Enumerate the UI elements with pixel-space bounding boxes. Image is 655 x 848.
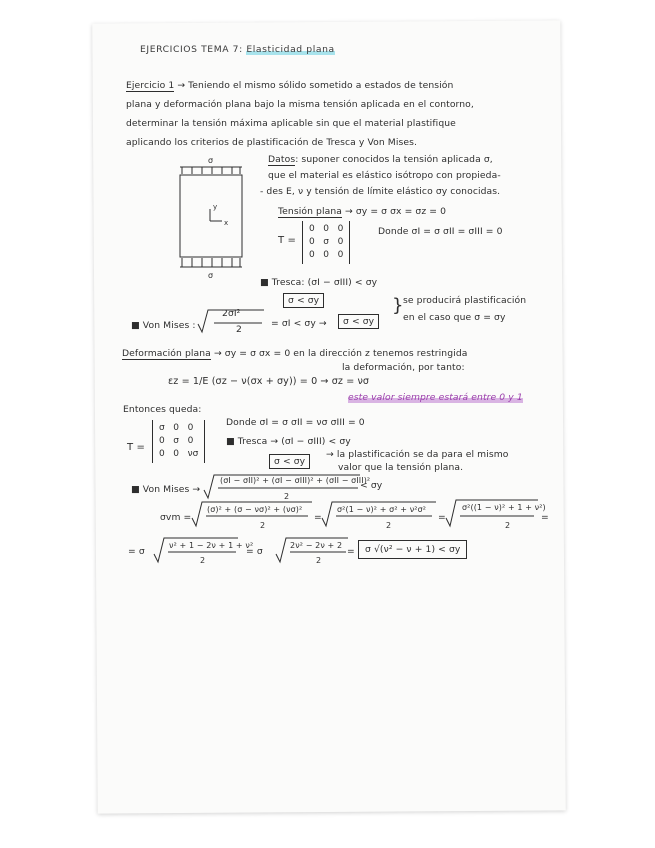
last-mid: = σ <box>246 546 263 557</box>
svm-num-2: σ²(1 − ν)² + σ² + ν²σ² <box>337 505 427 514</box>
note-line-2: en el caso que σ = σy <box>403 312 506 323</box>
deformacion-plana-line <box>122 348 467 359</box>
svm-den-3: 2 <box>505 521 511 530</box>
vonmises-mid: = σI < σy → <box>271 318 327 329</box>
last-num-1: ν² + 1 − 2ν + 1 + ν² <box>169 541 254 550</box>
stress-matrix-plane-stress: 0 0 0 0 σ 0 0 0 0 <box>302 221 350 264</box>
vm-strain-label: ■ Von Mises → <box>131 484 201 495</box>
tresca-plane-strain: ■ Tresca → (σI − σIII) < σy <box>226 436 351 447</box>
stress-matrix-plane-strain: σ 0 0 0 σ 0 0 0 νσ <box>152 420 205 463</box>
exercise-text-4: aplicando los criterios de plastificación de Tresca y Von Mises. <box>126 137 418 148</box>
last-num-2: 2ν² − 2ν + 2 <box>290 541 343 550</box>
tension-plana-line <box>278 206 446 217</box>
deformacion-plana-label: Deformación plana <box>122 348 211 359</box>
svm-den-1: 2 <box>260 521 266 530</box>
tresca-note-2: valor que la tensión plana. <box>338 462 464 473</box>
datos-text-2: que el material es elástico isótropo con propieda- <box>268 170 501 181</box>
brace: } <box>392 295 404 316</box>
vonmises-label: ■ Von Mises : <box>131 320 196 331</box>
datos-label: Datos <box>268 154 296 165</box>
exercise-text-2: plana y deformación plana bajo la misma tensión aplicada en el contorno, <box>126 99 474 110</box>
purple-note-text: este valor siempre estará entre 0 y 1 <box>348 392 523 403</box>
tension-plana-donde: Donde σI = σ σII = σIII = 0 <box>378 226 503 237</box>
last-den-2: 2 <box>316 556 322 565</box>
last-prefix: = σ <box>128 546 145 557</box>
svm-eq-2: = <box>438 512 446 523</box>
epsilon-equation: εz = 1/E (σz − ν(σx + σy)) = 0 → σz = νσ <box>168 376 370 387</box>
exercise-text-3: determinar la tensión máxima aplicable sin que el material plastifique <box>126 118 456 129</box>
solid-figure <box>168 155 258 280</box>
svm-eq-1: = <box>314 512 322 523</box>
svm-eq-3: = <box>541 512 549 523</box>
solid-body <box>180 175 242 257</box>
purple-note <box>348 392 523 403</box>
title-tag: Elasticidad plana <box>246 44 335 55</box>
last-den-1: 2 <box>200 556 206 565</box>
datos-line-1 <box>268 154 493 165</box>
deformacion-plana-eq2: la deformación, por tanto: <box>342 362 465 373</box>
tension-plana-label: Tensión plana <box>278 206 342 217</box>
entonces-label: Entonces queda: <box>123 404 202 415</box>
vm-strain-num: (σI − σII)² + (σI − σIII)² + (σII − σIII)² <box>220 476 371 485</box>
svm-num-3: σ²((1 − ν)² + 1 + ν²) <box>462 503 546 512</box>
vonmises-frac-num: 2σI² <box>222 308 241 319</box>
exercise-text-1: → Teniendo el mismo sólido sometido a estados de tensión <box>177 80 454 91</box>
vonmises-frac-den: 2 <box>236 324 242 335</box>
vonmises-result-box: σ < σy <box>338 314 379 329</box>
svm-den-2: 2 <box>386 521 392 530</box>
axis-y-label: y <box>213 203 218 211</box>
sigma-top: σ <box>208 156 214 165</box>
tresca-note-1: → la plastificación se da para el mismo <box>326 449 509 460</box>
svm-label: σvm = <box>160 512 192 523</box>
exercise-line-1 <box>126 80 453 91</box>
tresca-strain-box: σ < σy <box>269 454 310 469</box>
page-title <box>140 44 335 55</box>
datos-text-1: : suponer conocidos la tensión aplicada σ, <box>295 154 493 165</box>
final-result-box: σ √(ν² − ν + 1) < σy <box>358 540 467 559</box>
note-line-1: se producirá plastificación <box>403 295 527 306</box>
sigma-bottom: σ <box>208 271 214 280</box>
tresca-result-box: σ < σy <box>283 293 324 308</box>
vm-strain-tail: < σy <box>360 480 383 491</box>
load-arrows-bottom <box>180 258 242 267</box>
deformacion-donde: Donde σI = σ σII = νσ σIII = 0 <box>226 417 365 428</box>
tension-plana-eq: → σy = σ σx = σz = 0 <box>345 206 447 217</box>
last-eq: = <box>347 546 355 557</box>
tensor-symbol-2: T = <box>127 442 145 453</box>
tresca-plane-stress: ■ Tresca: (σI − σIII) < σy <box>260 277 378 288</box>
tensor-symbol-1: T = <box>278 235 296 246</box>
vm-strain-den: 2 <box>284 492 290 501</box>
datos-text-3: - des E, ν y tensión de límite elástico σy conocidas. <box>260 186 501 197</box>
load-arrows-top <box>180 167 242 174</box>
axis-x-label: x <box>224 219 229 227</box>
title-prefix: EJERCICIOS TEMA 7: <box>140 44 243 55</box>
exercise-label: Ejercicio 1 <box>126 80 175 91</box>
deformacion-plana-eq: → σy = σ σx = 0 en la dirección z tenemos restringida <box>213 348 468 359</box>
svm-num-1: (σ)² + (σ − νσ)² + (νσ)² <box>207 505 303 514</box>
